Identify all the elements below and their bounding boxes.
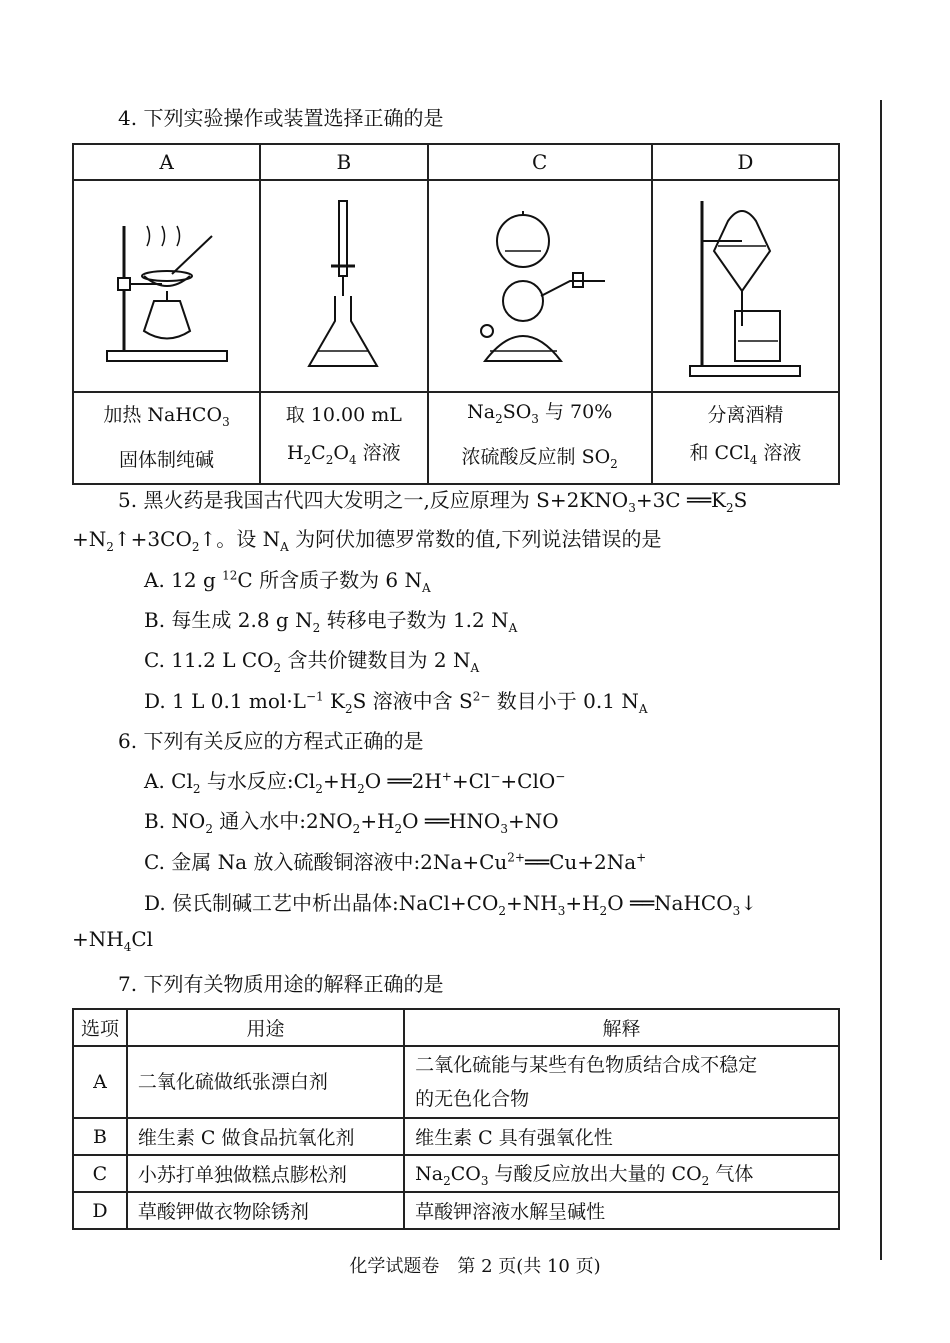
q4-table (72, 143, 840, 485)
q6-option-d-line2: $+NH_4Cl$ (72, 927, 154, 954)
q7-header-option: 选项 (73, 1009, 127, 1046)
table-row: C 小苏打单独做糕点膨松剂 $Na_2CO_3$ 与酸反应放出大量的 $CO_2$ 气体 (73, 1155, 839, 1192)
table-row: D 草酸钾做衣物除锈剂 草酸钾溶液水解呈碱性 (73, 1192, 839, 1229)
q6-option-c: C. 金属 Na 放入硫酸铜溶液中$:2Na+Cu^{2+}══Cu+2Na^+$ (144, 850, 647, 874)
q4-figure-c (428, 180, 652, 392)
q5-stem-line2: $+N_2↑+3CO_2↑$。设 $N_A$ 为阿伏加德罗常数的值,下列说法错误的是 (72, 527, 662, 554)
q4-header-c: C (428, 144, 652, 180)
q4-figure-b (260, 180, 427, 392)
q4-caption-a: 加热 NaHCO$_3$ 固体制纯碱 (73, 392, 260, 484)
q4-figure-a (73, 180, 260, 392)
q5-option-b: B. 每生成 2.8 g $N_2$ 转移电子数为 1.2 $N_A$ (144, 608, 518, 635)
burette-flask-icon (299, 196, 389, 376)
q4-caption-d: 分离酒精 和 CCl$_4$ 溶液 (652, 392, 839, 484)
q7-stem: 7. 下列有关物质用途的解释正确的是 (118, 972, 444, 996)
q5-stem-line1: 5. 黑火药是我国古代四大发明之一,反应原理为 $S+2KNO_3+3C$ $══K_2S$ (118, 488, 748, 515)
q6-option-d: D. 侯氏制碱工艺中析出晶体$:NaCl+CO_2+NH_3+H_2O$ ══NaHCO$_3$↓ (144, 891, 757, 918)
table-row: A 二氧化硫做纸张漂白剂 二氧化硫能与某些有色物质结合成不稳定 的无色化合物 (73, 1046, 839, 1118)
table-row: B 维生素 C 做食品抗氧化剂 维生素 C 具有强氧化性 (73, 1118, 839, 1155)
heating-apparatus-icon (102, 206, 232, 366)
q4-caption-c: $Na_2SO_3$ 与 70% 浓硫酸反应制 $SO_2$ (428, 392, 652, 484)
page-footer: 化学试题卷 第 2 页(共 10 页) (349, 1256, 601, 1277)
q6-option-a: A. $Cl_2$ 与水反应$:Cl_2+H_2O$ ══2H++Cl−+ClO− (144, 769, 566, 796)
q5-option-c: C. 11.2 L $CO_2$ 含共价键数目为 2 $N_A$ (144, 648, 480, 675)
q7-table (72, 1008, 840, 1230)
q4-caption-b: 取 10.00 mL $H_2C_2O_4$ 溶液 (260, 392, 427, 484)
q7-header-explanation: 解释 (404, 1009, 839, 1046)
q6-option-b: B. $NO_2$ 通入水中$:2NO_2+H_2O$ $══HNO_3+NO$ (144, 809, 559, 836)
q5-option-d: D. 1 L 0.1 $mol\cdot L^{-1}$ $K_2S$ 溶液中含 $S^{2-}$ 数目小于 0.1 $N_A$ (144, 689, 648, 716)
separatory-funnel-icon (680, 191, 810, 381)
q4-header-a: A (73, 144, 260, 180)
q6-stem: 6. 下列有关反应的方程式正确的是 (118, 729, 424, 753)
q7-header-use: 用途 (127, 1009, 404, 1046)
kipp-generator-icon (465, 201, 615, 371)
q4-figure-d (652, 180, 839, 392)
margin-line (880, 100, 882, 1260)
q4-stem: 4. 下列实验操作或装置选择正确的是 (118, 106, 444, 130)
q4-header-d: D (652, 144, 839, 180)
q5-option-a: A. 12 g $^{12}$C 所含质子数为 6 $N_A$ (144, 568, 431, 595)
q4-header-b: B (260, 144, 427, 180)
